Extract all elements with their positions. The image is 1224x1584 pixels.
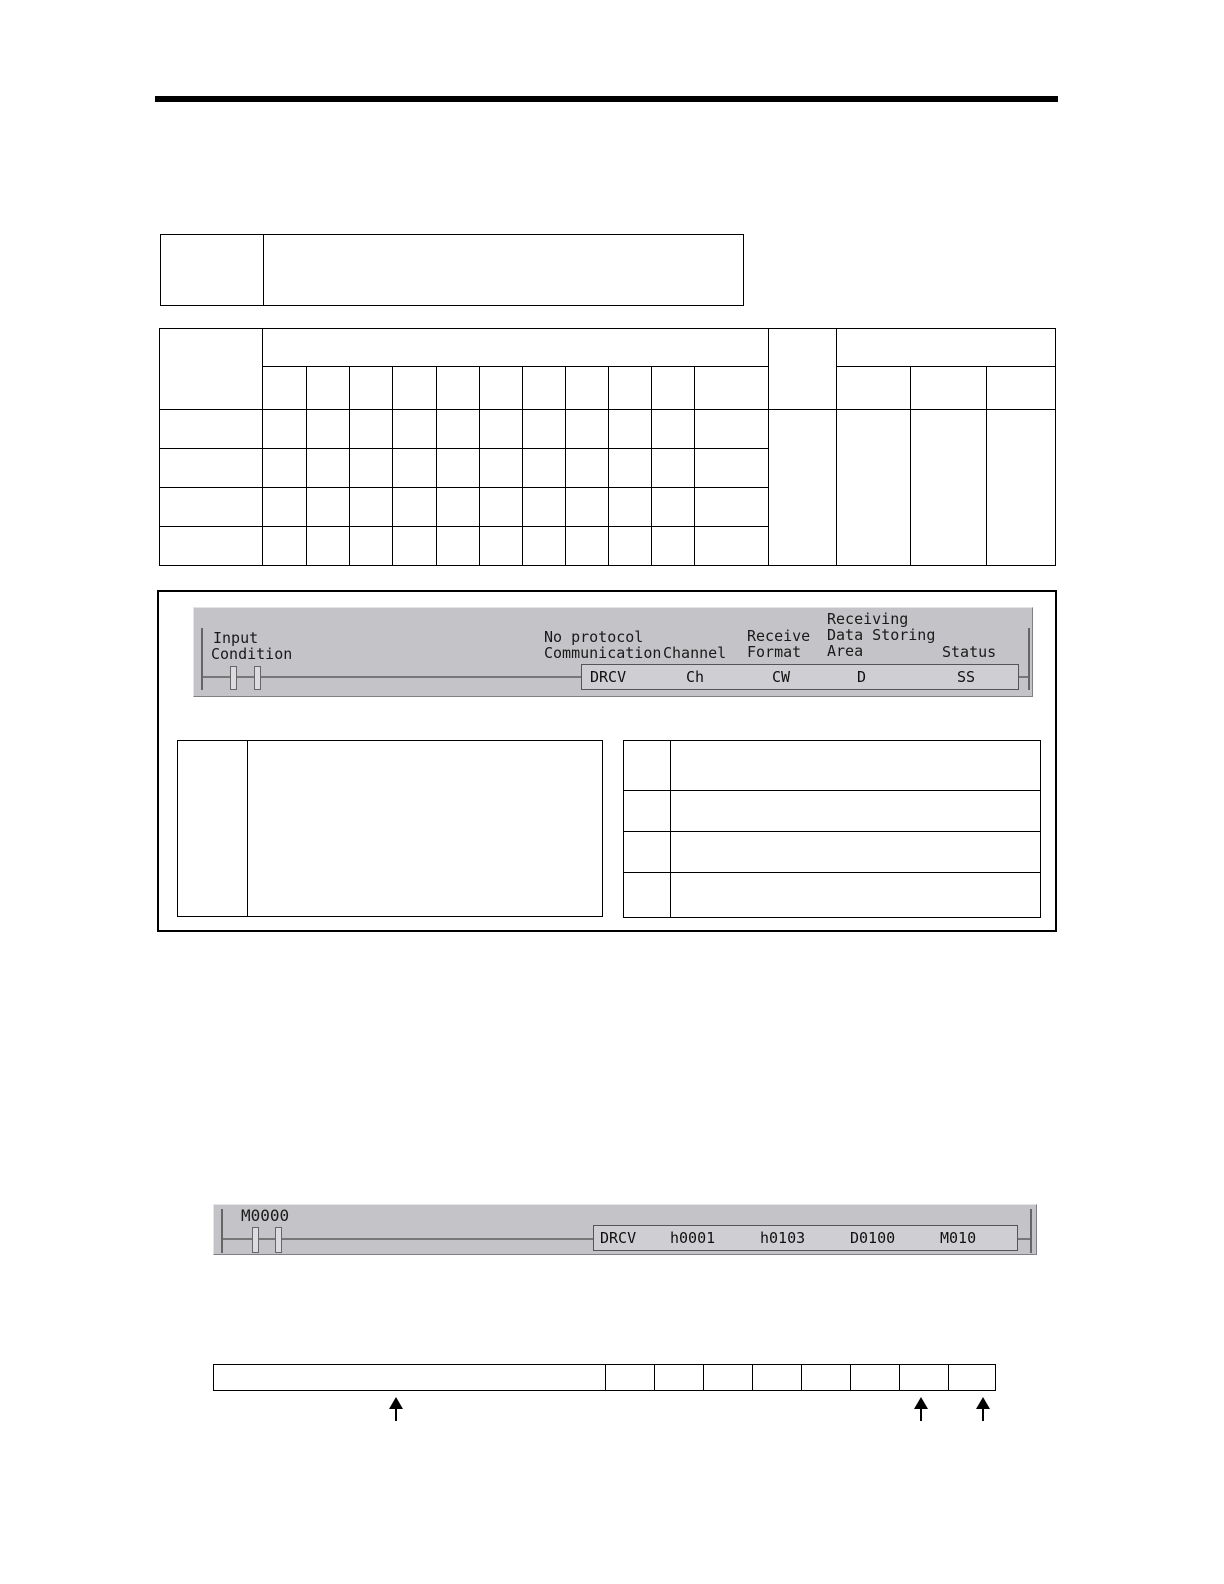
input-condition-label-2: Condition <box>211 645 293 663</box>
bit-cell <box>899 1365 948 1390</box>
table-cell <box>910 410 986 566</box>
function-text-cell <box>248 741 603 917</box>
input-condition-label-1: Input <box>213 629 259 647</box>
table-cell <box>523 449 566 488</box>
table-cell <box>566 449 609 488</box>
example-status: M010 <box>940 1229 977 1247</box>
operand-desc-cell <box>671 873 1041 918</box>
table-header-cell <box>768 329 836 410</box>
receive-format-label-1: Receive <box>747 627 811 645</box>
bit-field-upper <box>214 1365 605 1390</box>
table-cell <box>652 410 695 449</box>
table-header-cell <box>986 367 1055 410</box>
table-header-cell <box>523 367 566 410</box>
function-label-cell <box>178 741 248 917</box>
table-cell <box>437 449 480 488</box>
table-cell <box>350 410 393 449</box>
table-header-cell <box>393 367 437 410</box>
operand-name-cell <box>624 873 671 918</box>
example-format: h0103 <box>760 1229 806 1247</box>
table-cell <box>652 488 695 527</box>
operand-desc-cell <box>671 741 1041 791</box>
receive-format-label-2: Format <box>747 643 802 661</box>
table-row-label <box>160 527 263 566</box>
bit-cell <box>850 1365 899 1390</box>
bit-layout-row <box>213 1364 996 1391</box>
table-cell <box>393 488 437 527</box>
left-power-rail <box>201 628 203 690</box>
table-header-cell <box>910 367 986 410</box>
instruction-name-cell <box>161 235 264 306</box>
operand-description-table <box>623 740 1041 918</box>
table-header-cell <box>263 329 769 367</box>
bit-cell <box>703 1365 752 1390</box>
right-power-rail <box>1028 628 1030 690</box>
table-cell <box>609 410 652 449</box>
example-drcv-function-box <box>593 1225 1018 1251</box>
table-header-cell <box>307 367 350 410</box>
table-cell <box>695 488 768 527</box>
table-cell <box>566 410 609 449</box>
table-cell <box>695 527 768 566</box>
table-cell <box>480 488 523 527</box>
table-header-cell <box>836 329 1055 367</box>
table-cell <box>523 527 566 566</box>
operand-name-cell <box>624 832 671 873</box>
contact-symbol-right <box>275 1227 282 1253</box>
bit-cell <box>948 1365 995 1390</box>
table-header-cell <box>480 367 523 410</box>
contact-symbol-left <box>230 666 237 690</box>
table-cell <box>836 410 910 566</box>
arrow-up-icon <box>395 1405 397 1421</box>
arrow-up-icon <box>920 1405 922 1421</box>
table-cell <box>437 488 480 527</box>
instruction-operand: DRCV <box>590 668 627 686</box>
table-header-cell <box>609 367 652 410</box>
table-header-cell <box>566 367 609 410</box>
table-cell <box>263 488 307 527</box>
operand-name-cell <box>624 791 671 832</box>
operand-availability-table <box>159 328 1056 566</box>
table-cell <box>307 488 350 527</box>
bit-cell <box>605 1365 654 1390</box>
table-header-cell <box>652 367 695 410</box>
table-cell <box>393 449 437 488</box>
format-operand: CW <box>772 668 791 686</box>
table-cell <box>652 449 695 488</box>
table-cell <box>609 527 652 566</box>
example-area: D0100 <box>850 1229 896 1247</box>
table-cell <box>350 527 393 566</box>
storing-area-label-3: Area <box>827 642 864 660</box>
table-cell <box>609 449 652 488</box>
channel-operand: Ch <box>686 668 705 686</box>
table-cell <box>393 410 437 449</box>
table-cell <box>523 488 566 527</box>
arrow-up-icon <box>982 1405 984 1421</box>
instruction-description-cell <box>264 235 744 306</box>
table-header-cell <box>350 367 393 410</box>
table-cell <box>695 449 768 488</box>
table-cell <box>523 410 566 449</box>
table-row-label <box>160 488 263 527</box>
table-header-cell <box>160 329 263 410</box>
channel-label: Channel <box>663 644 727 662</box>
table-header-cell <box>836 367 910 410</box>
ladder-wire-right <box>1019 676 1028 678</box>
right-power-rail <box>1030 1209 1032 1253</box>
example-contact-label: M0000 <box>241 1206 290 1225</box>
example-instruction: DRCV <box>600 1229 637 1247</box>
ladder-format-panel <box>193 607 1033 697</box>
table-cell <box>263 410 307 449</box>
table-cell <box>609 488 652 527</box>
table-cell <box>768 410 836 566</box>
no-protocol-label-2: Communication <box>544 644 662 662</box>
left-power-rail <box>221 1209 223 1253</box>
no-protocol-label-1: No protocol <box>544 628 644 646</box>
table-cell <box>307 449 350 488</box>
table-cell <box>566 527 609 566</box>
status-label: Status <box>942 643 997 661</box>
table-cell <box>437 527 480 566</box>
operand-name-cell <box>624 741 671 791</box>
table-cell <box>652 527 695 566</box>
instruction-header-table <box>160 234 744 306</box>
table-cell <box>480 527 523 566</box>
ladder-wire-right <box>1018 1238 1030 1240</box>
table-cell <box>307 410 350 449</box>
bit-cell <box>752 1365 801 1390</box>
header-rule <box>155 96 1058 102</box>
table-cell <box>437 410 480 449</box>
operand-desc-cell <box>671 791 1041 832</box>
example-channel: h0001 <box>670 1229 716 1247</box>
table-header-cell <box>695 367 768 410</box>
table-header-cell <box>437 367 480 410</box>
table-cell <box>263 527 307 566</box>
bit-cell <box>801 1365 850 1390</box>
bit-cell <box>654 1365 703 1390</box>
function-description-table <box>177 740 603 917</box>
table-cell <box>307 527 350 566</box>
contact-symbol-right <box>254 666 261 690</box>
table-cell <box>393 527 437 566</box>
storing-area-label-2: Data Storing <box>827 626 936 644</box>
contact-symbol-left <box>252 1227 259 1253</box>
area-operand: D <box>857 668 867 686</box>
table-cell <box>350 488 393 527</box>
table-row-label <box>160 410 263 449</box>
drcv-function-box <box>581 664 1019 690</box>
table-cell <box>695 410 768 449</box>
storing-area-label-1: Receiving <box>827 610 909 628</box>
table-cell <box>350 449 393 488</box>
table-row-label <box>160 449 263 488</box>
table-cell <box>480 449 523 488</box>
table-header-cell <box>263 367 307 410</box>
table-cell <box>566 488 609 527</box>
table-cell <box>986 410 1055 566</box>
example-ladder-panel <box>213 1204 1037 1255</box>
table-cell <box>263 449 307 488</box>
table-cell <box>480 410 523 449</box>
status-operand: SS <box>957 668 976 686</box>
operand-desc-cell <box>671 832 1041 873</box>
